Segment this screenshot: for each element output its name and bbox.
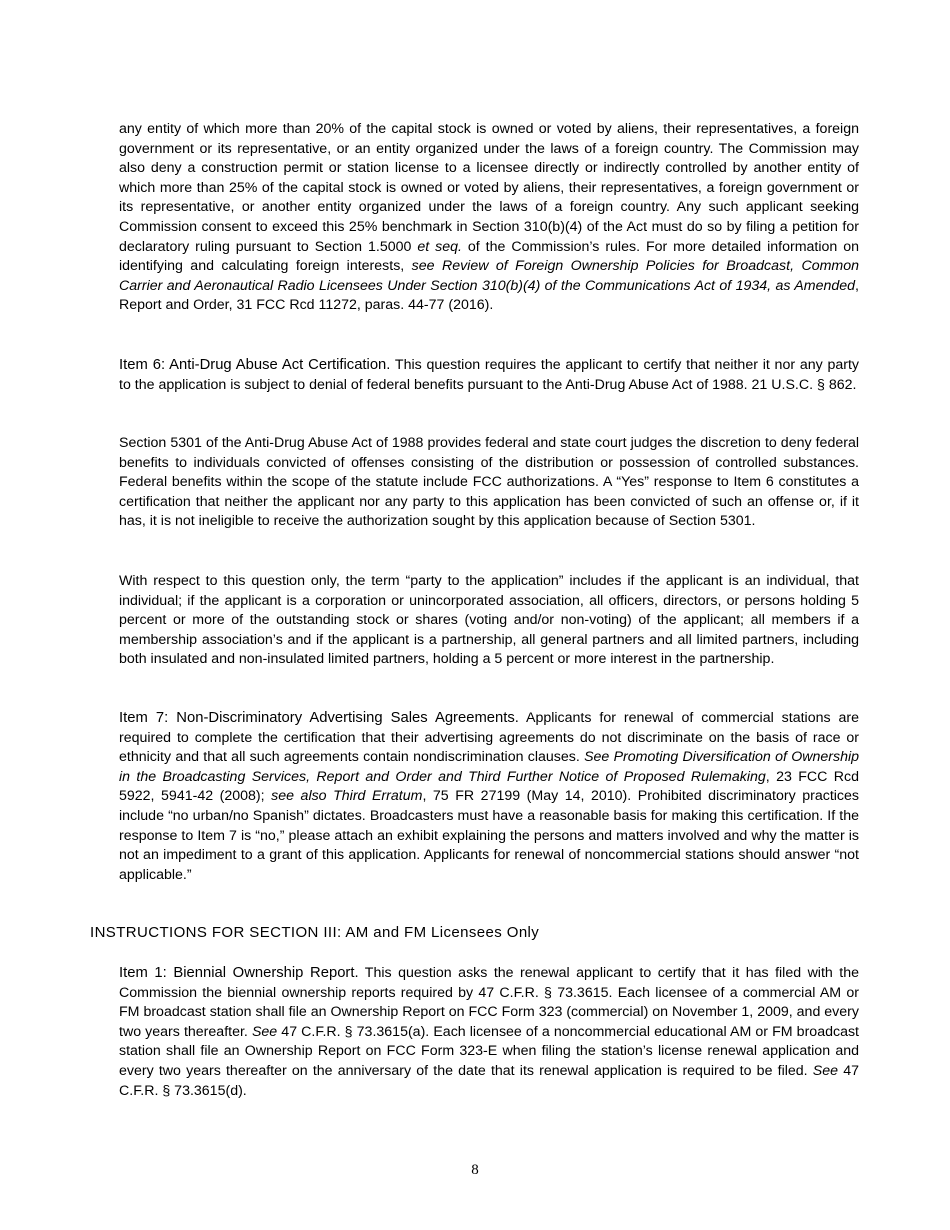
item1-label: Item 1: Biennial Ownership Report. [119, 965, 359, 981]
paragraph-text: , 75 FR 27199 (May 14, 2010). Prohibited discriminatory practices include “no urban/no Spanish” dictates. Broadcasters must have a reasonable basis for making this certification. If the response to Item 7 is “no,” please attach an exhibit explaining the persons and matters involved and why the matter is not an impediment to a grant of this application. Applicants for renewal of noncommercial stations should answer “not applicable.” [119, 788, 859, 883]
section3-heading: INSTRUCTIONS FOR SECTION III: AM and FM Licensees Only [90, 924, 540, 941]
item6-label: Item 6: Anti-Drug Abuse Act Certification. [119, 357, 391, 373]
paragraph-text: Section 5301 of the Anti-Drug Abuse Act of 1988 provides federal and state court judges the discretion to deny federal benefits to individuals convicted of offenses consisting of the distribution or possession of controlled substances. Federal benefits within the scope of the statute include FCC authorizations. A “Yes” response to Item 6 constitutes a certification that neither the applicant nor any party to this application has been convicted of such an offense or, if it has, it is not ineligible to receive the authorization sought by this application because of Section 5301. [119, 435, 859, 530]
paragraph-text: any entity of which more than 20% of the capital stock is owned or voted by aliens, their representatives, a foreign government or its representative, or an entity organized under the laws of a foreign country. The Commission may also deny a construction permit or station license to a licensee directly or indirectly controlled by another entity of which more than 25% of the capital stock is owned or voted by aliens, their representatives, a foreign government or its representative, or another entity organized under the laws of a foreign country. Any such applicant seeking Commission consent to exceed this 25% benchmark in Section 310(b)(4) of the Act must do so by filing a petition for declaratory ruling pursuant to Section 1.5000 [119, 121, 859, 255]
paragraph-text: of the Commission’s rules. For more detailed information on identifying and calculating foreign interests, [119, 238, 860, 275]
item7-paragraph [119, 709, 859, 885]
paragraph-text: Applicants for renewal of commercial stations are required to complete the certification that their advertising agreements do not discriminate on the basis of race or ethnicity and that all such agreements contain nondiscrimination clauses. [119, 710, 860, 766]
paragraph-text: , 23 FCC Rcd 5922, 5941-42 (2008); [119, 768, 859, 805]
party-definition-paragraph [119, 572, 859, 670]
paragraph-text: With respect to this question only, the term “party to the application” includes if the applicant is an individual, that individual; if the applicant is a corporation or unincorporated association, all officers, directors, or persons holding 5 percent or more of the outstanding stock or shares (voting and/or non-voting) of the applicant; all members if a membership association’s and if the applicant is a partnership, all general partners and all limited partners, including both insulated and non-insulated limited partners, holding a 5 percent or more interest in the partnership. [119, 573, 859, 668]
italic-citation: see Review of Foreign Ownership Policies for Broadcast, Common Carrier and Aeronautical Radio Licensees Under Section 310(b)(4) of the Communications Act of 1934, as Amended [119, 258, 859, 294]
item6-paragraph [119, 356, 859, 395]
paragraph-text: This question requires the applicant to certify that neither it nor any party to the application is subject to denial of federal benefits pursuant to the Anti-Drug Abuse Act of 1988. 21 U.S.C. § 862. [119, 357, 859, 393]
italic-citation: See [812, 1062, 839, 1079]
italic-citation: See [251, 1023, 278, 1040]
paragraph-text: , Report and Order, 31 FCC Rcd 11272, paras. 44-77 (2016). [119, 277, 859, 314]
foreign-ownership-paragraph [119, 120, 859, 316]
italic-citation: see also Third Erratum [271, 788, 423, 805]
page-number: 8 [471, 1162, 479, 1178]
paragraph-text: 47 C.F.R. § 73.3615(a). Each licensee of a noncommercial educational AM or FM broadcast station shall file an Ownership Report on FCC Form 323-E when filing the station’s license renewal application and every two years thereafter on the anniversary of the date that its renewal application is required to be filed. [119, 1023, 859, 1079]
item7-label: Item 7: Non-Discriminatory Advertising Sales Agreements. [119, 710, 519, 726]
paragraph-text: 47 C.F.R. § 73.3615(d). [119, 1062, 859, 1099]
italic-citation: See Promoting Diversification of Ownership in the Broadcasting Services, Report and Order and Third Further Notice of Proposed Rulemaking [119, 749, 860, 785]
section5301-paragraph [119, 434, 859, 532]
paragraph-text: This question asks the renewal applicant to certify that it has filed with the Commission the biennial ownership reports required by 47 C.F.R. § 73.3615. Each licensee of a commercial AM or FM broadcast station shall file an Ownership Report on FCC Form 323 (commercial) on November 1, 2009, and every two years thereafter. [119, 965, 859, 1040]
italic-citation: et seq. [417, 238, 462, 255]
section3-item1-paragraph [119, 964, 859, 1101]
